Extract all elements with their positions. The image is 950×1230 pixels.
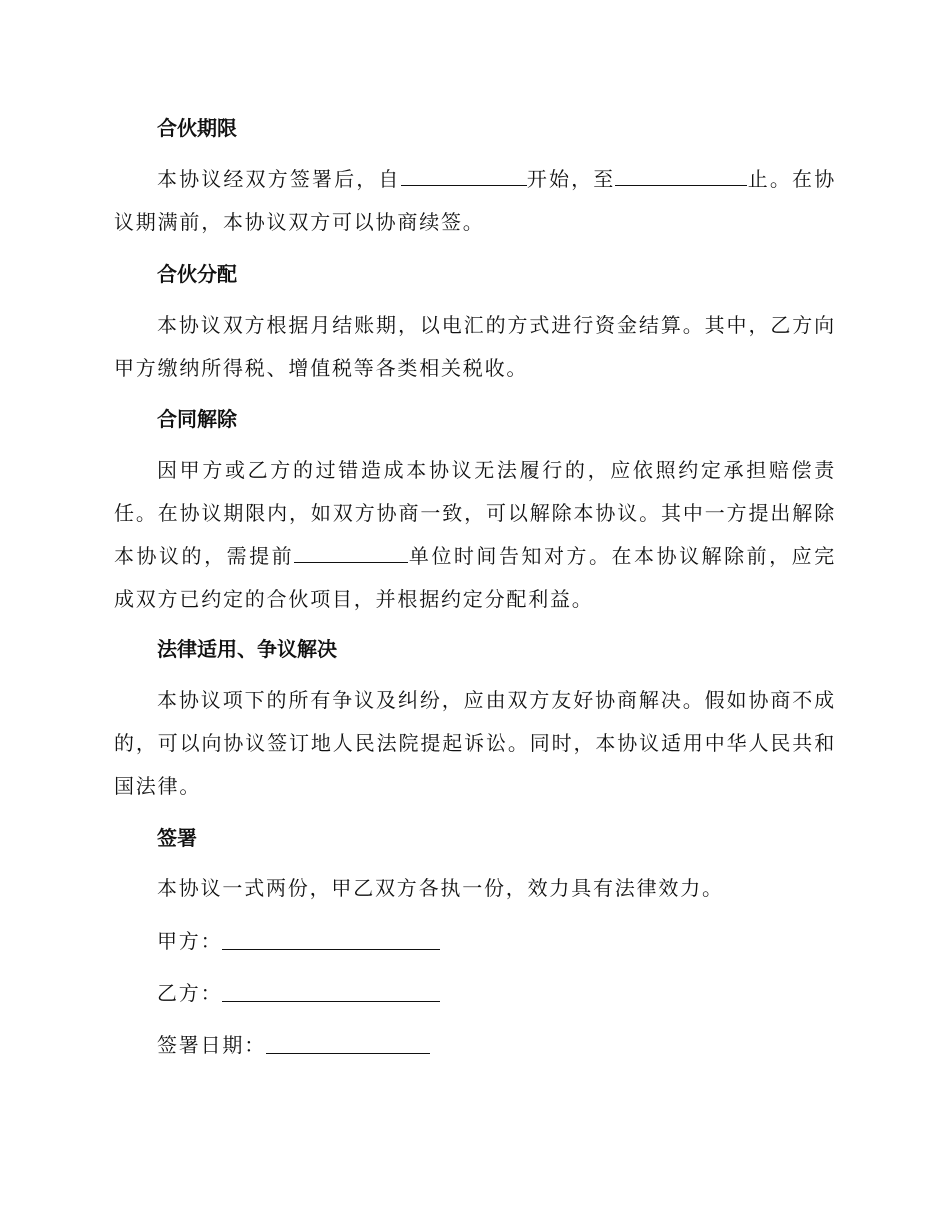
end-date-blank[interactable] [615, 167, 747, 186]
section-heading-term: 合伙期限 [157, 116, 237, 140]
distribution-paragraph: 本协议双方根据月结账期，以电汇的方式进行资金结算。其中，乙方向甲方缴纳所得税、增值税等各类相关税收。 [114, 313, 836, 380]
start-date-blank[interactable] [401, 167, 527, 186]
term-text-end: 止。在协议期满前，本协议双方可以协商续签。 [114, 167, 836, 234]
termination-paragraph [114, 449, 836, 621]
section-heading-distribution: 合伙分配 [157, 262, 237, 286]
party-a-signature-blank[interactable] [222, 929, 440, 950]
term-paragraph [114, 158, 836, 244]
termination-text-end: 单位时间告知对方。在本协议解除前，应完成双方已约定的合伙项目，并根据约定分配利益。 [114, 544, 837, 611]
party-a-label: 甲方： [157, 929, 223, 953]
signing-date-label: 签署日期： [157, 1033, 266, 1057]
signing-statement: 本协议一式两份，甲乙双方各执一份，效力具有法律效力。 [157, 876, 724, 900]
signing-date-line [157, 1032, 430, 1058]
section-heading-signing: 签署 [157, 826, 197, 850]
party-b-signature-blank[interactable] [222, 981, 440, 1002]
party-a-line [157, 928, 440, 954]
signing-date-blank[interactable] [266, 1033, 430, 1054]
term-text-mid: 开始，至 [526, 167, 616, 191]
party-b-label: 乙方： [157, 981, 223, 1005]
termination-text-start: 因甲方或乙方的过错造成本协议无法履行的，应依照约定承担赔偿责任。在协议期限内，如双方协商一致，可以解除本协议。其中一方提出解除本协议的，需提前 [114, 458, 836, 568]
notice-period-blank[interactable] [294, 544, 408, 563]
term-text-start: 本协议经双方签署后，自 [157, 167, 401, 191]
party-b-line [157, 980, 440, 1006]
section-heading-termination: 合同解除 [157, 407, 237, 431]
section-heading-law: 法律适用、争议解决 [157, 637, 337, 661]
law-paragraph: 本协议项下的所有争议及纠纷，应由双方友好协商解决。假如协商不成的，可以向协议签订地人民法院提起诉讼。同时，本协议适用中华人民共和国法律。 [114, 688, 836, 798]
